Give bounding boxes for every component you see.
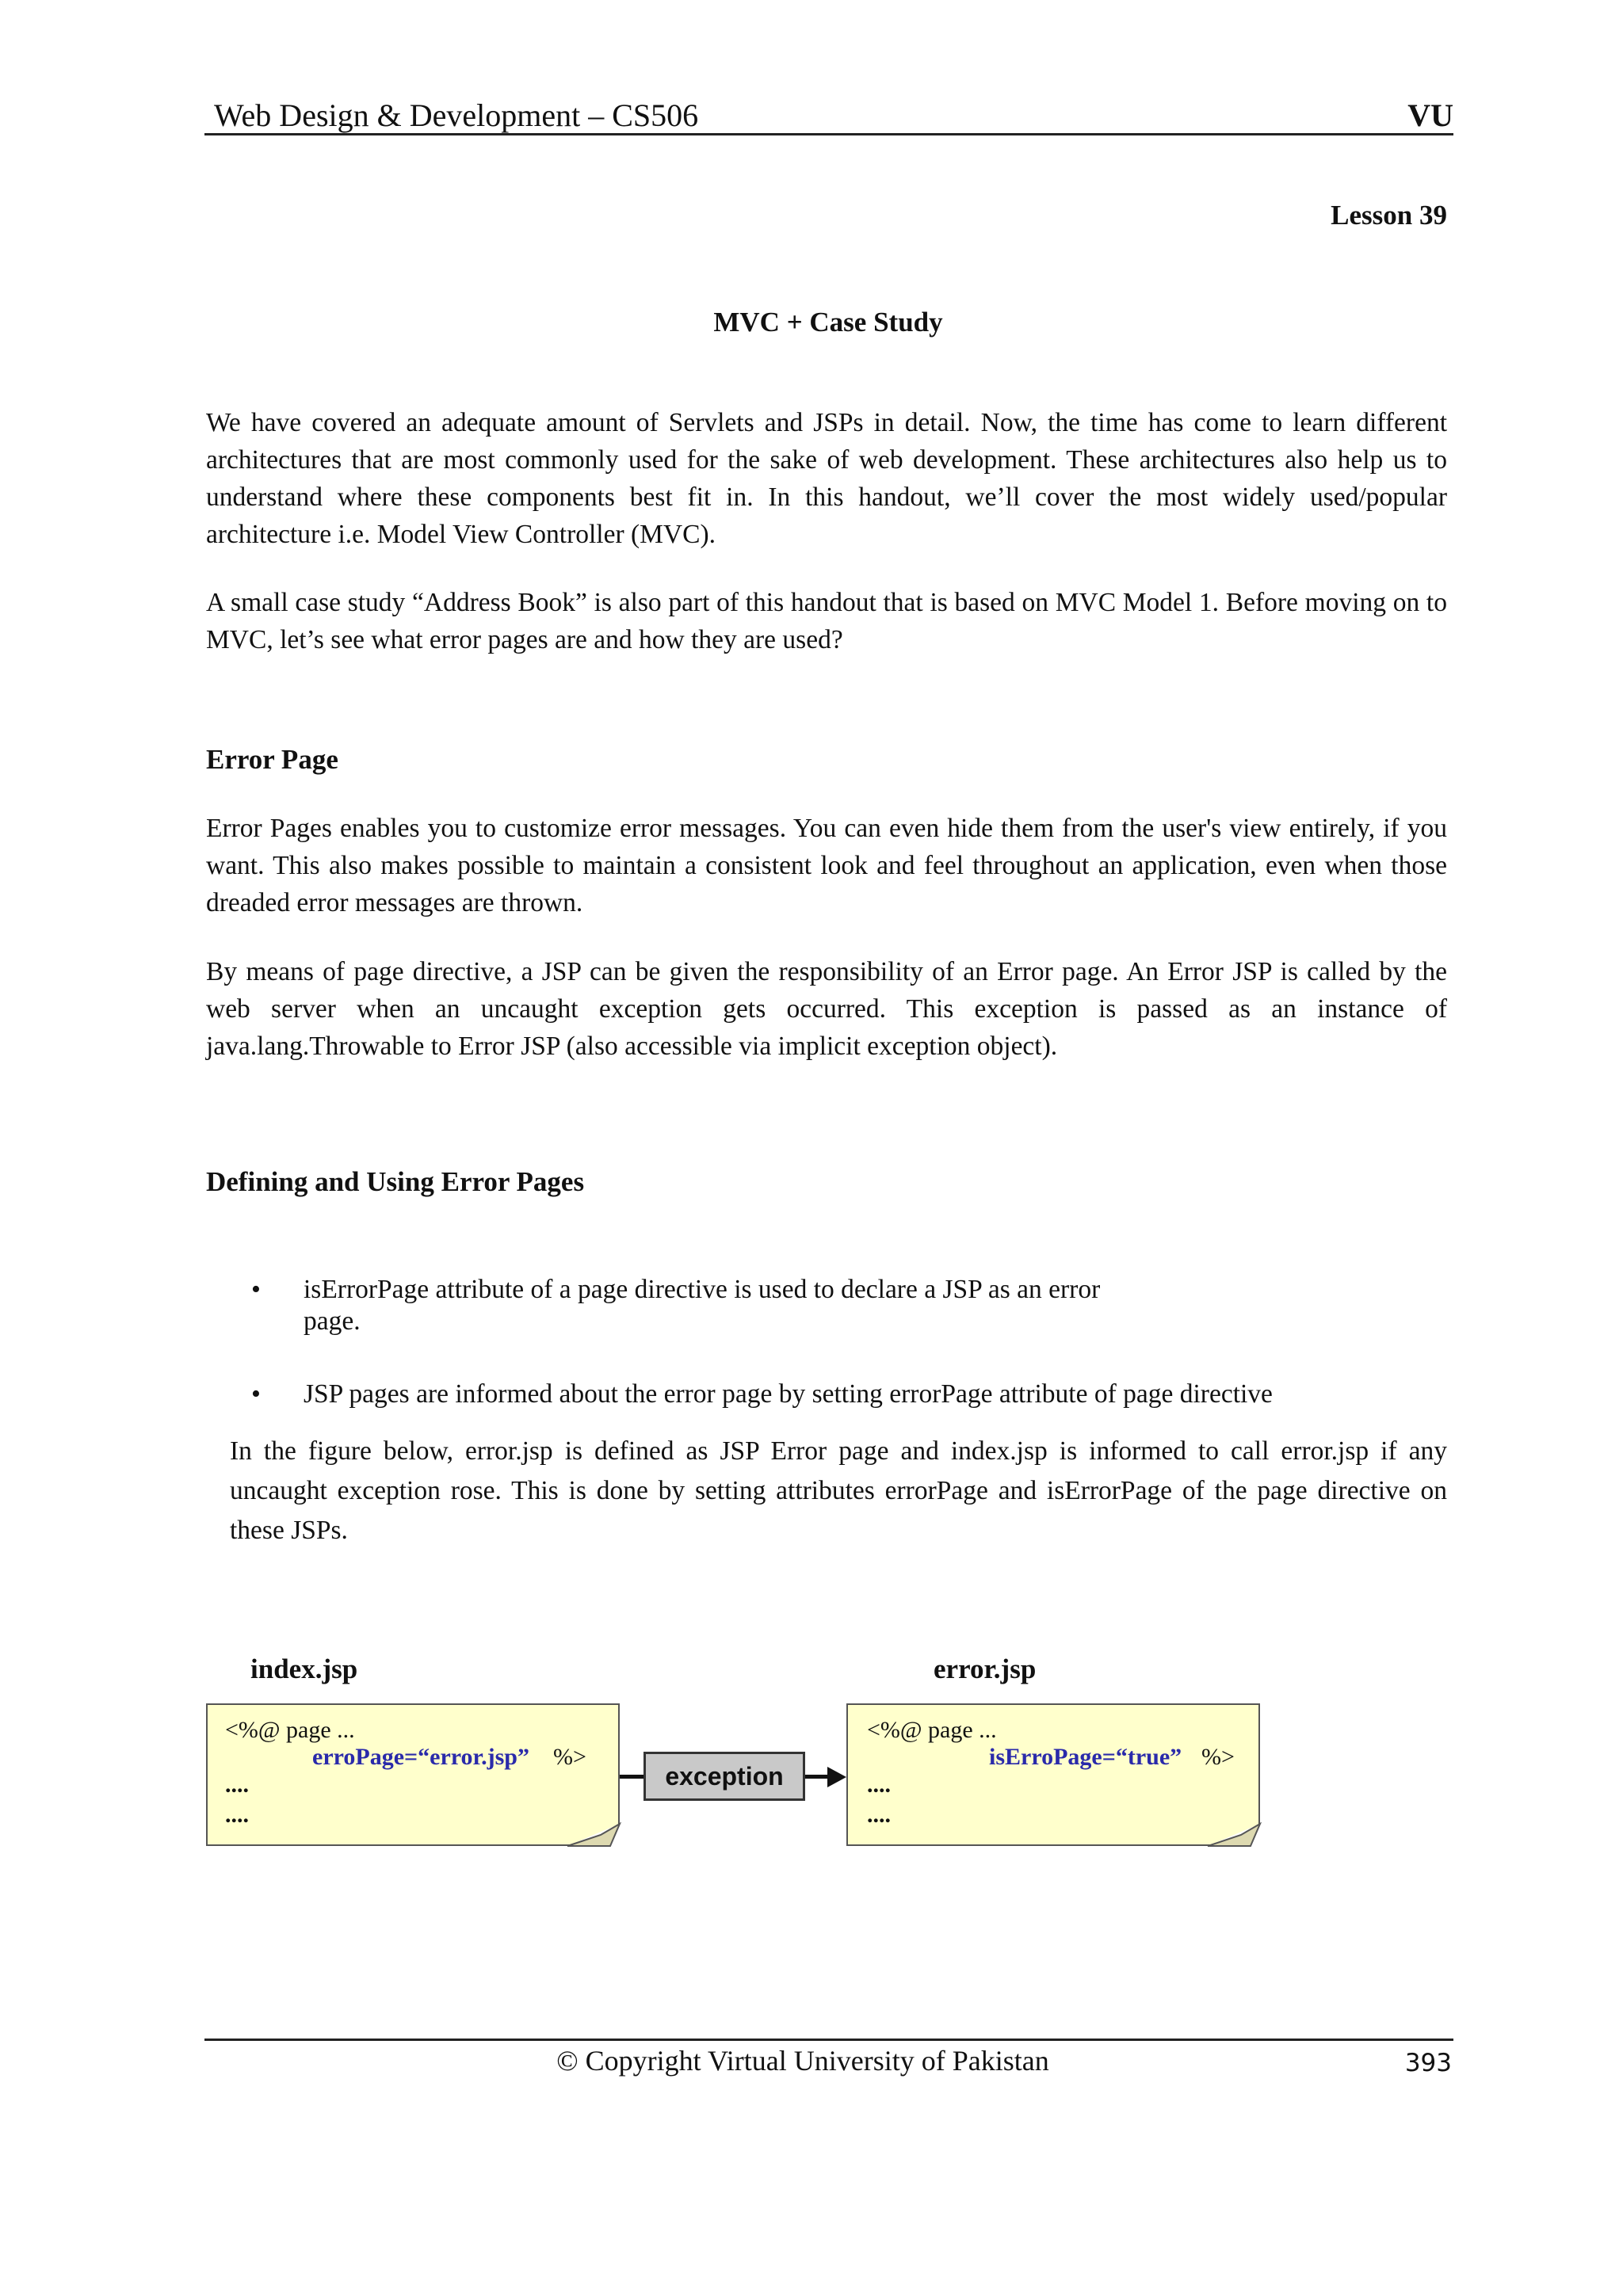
intro-paragraph-2: A small case study “Address Book” is also part of this handout that is based on MVC Model 1. Before moving on to MVC, let’s see what error pages are and how they are used? bbox=[206, 588, 1447, 654]
bullet-item-2: JSP pages are informed about the error page by setting errorPage attribute of page directive bbox=[304, 1379, 1273, 1409]
error-jsp-label: error.jsp bbox=[934, 1653, 1037, 1684]
error-jsp-ellipsis-2: .... bbox=[867, 1802, 891, 1828]
index-jsp-ellipsis-1: .... bbox=[225, 1772, 249, 1798]
course-title: Web Design & Development – CS506 bbox=[214, 97, 699, 133]
page-title: MVC + Case Study bbox=[713, 307, 943, 338]
exception-box: exception bbox=[643, 1752, 805, 1801]
index-jsp-directive-open: <%@ page ... bbox=[225, 1717, 355, 1743]
lesson-label: Lesson 39 bbox=[1331, 200, 1447, 231]
bullet-item-1-line-2: page. bbox=[304, 1306, 361, 1336]
figure-description-paragraph: In the figure below, error.jsp is defined as JSP Error page and index.jsp is informed to call error.jsp if any uncaught exception rose. This is done by setting attributes errorPage and isErrorPage of the page directive on these JSPs. bbox=[230, 1436, 1447, 1545]
index-jsp-ellipsis-2: .... bbox=[225, 1802, 249, 1828]
header-divider bbox=[204, 133, 1453, 135]
arrow-head-icon bbox=[827, 1767, 848, 1787]
index-jsp-directive-close: %> bbox=[553, 1744, 586, 1770]
error-jsp-ellipsis-1: .... bbox=[867, 1772, 891, 1798]
error-jsp-directive-close: %> bbox=[1201, 1744, 1235, 1770]
index-jsp-code-box bbox=[206, 1703, 620, 1846]
intro-paragraph-1: We have covered an adequate amount of Servlets and JSPs in detail. Now, the time has come to learn different architectures that are most commonly used for the sake of web development. These architectures also help us to understand where these components best fit in. In this handout, we’ll cover the most widely used/popular architecture i.e. Model View Controller (MVC). bbox=[206, 408, 1447, 549]
copyright-text: © Copyright Virtual University of Pakistan bbox=[556, 2045, 1049, 2077]
bullet-marker: • bbox=[251, 1379, 261, 1409]
footer-divider bbox=[204, 2039, 1453, 2041]
error-jsp-code-box bbox=[846, 1703, 1260, 1846]
bullet-marker: • bbox=[251, 1275, 261, 1304]
error-jsp-is-error-page-attr: isErroPage=“true” bbox=[989, 1744, 1182, 1770]
page-number: 393 bbox=[1404, 2049, 1452, 2077]
error-page-paragraph-2: By means of page directive, a JSP can be given the responsibility of an Error page. An Error JSP is called by the web server when an uncaught exception gets occurred. This exception is passed as an instance of java.lang.Throwable to Error JSP (also accessible via implicit exception object). bbox=[206, 957, 1447, 1061]
index-jsp-label: index.jsp bbox=[250, 1653, 358, 1684]
section-heading-error-page: Error Page bbox=[206, 744, 338, 775]
bullet-item-1-line-1: isErrorPage attribute of a page directive is used to declare a JSP as an error bbox=[304, 1275, 1101, 1304]
folded-corner-icon bbox=[564, 1822, 623, 1849]
error-page-paragraph-1: Error Pages enables you to customize error messages. You can even hide them from the user's view entirely, if you want. This also makes possible to maintain a consistent look and feel throughout an application, even when those dreaded error messages are thrown. bbox=[206, 814, 1447, 917]
section-heading-defining-error-pages: Defining and Using Error Pages bbox=[206, 1166, 585, 1197]
error-jsp-directive-open: <%@ page ... bbox=[867, 1717, 997, 1743]
connector-line-left bbox=[620, 1775, 643, 1779]
brand-label: VU bbox=[1407, 97, 1453, 133]
folded-corner-icon bbox=[1205, 1822, 1263, 1849]
index-jsp-error-page-attr: erroPage=“error.jsp” bbox=[312, 1744, 529, 1770]
